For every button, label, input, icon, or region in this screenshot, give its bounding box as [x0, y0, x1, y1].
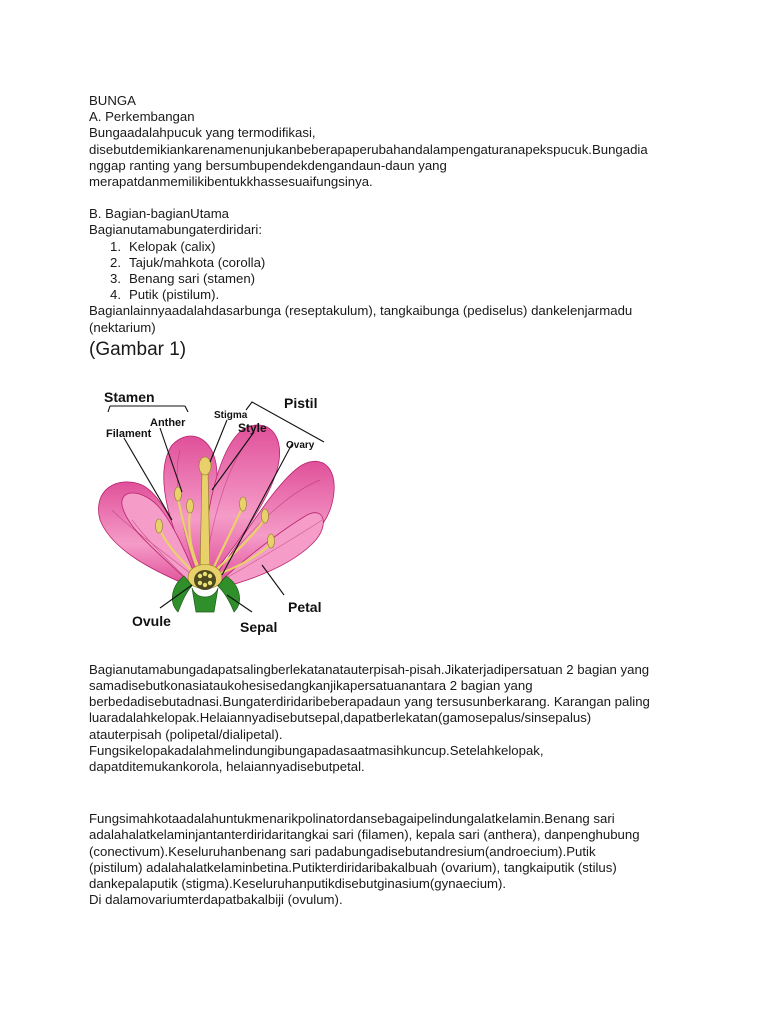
- text-line: Fungsikelopakadalahmelindungibungapadasaatmasihkuncup.Setelahkelopak,: [89, 742, 544, 758]
- label-stigma: Stigma: [214, 409, 248, 421]
- style: [200, 470, 210, 575]
- label-pistil: Pistil: [284, 394, 318, 411]
- text-line: Bagianutamabungadapatsalingberlekatanatauterpisah-pisah.Jikaterjadipersatuan 2 bagian yang: [89, 661, 650, 677]
- spacer: [89, 642, 689, 662]
- label-filament: Filament: [106, 427, 152, 440]
- text-line: (conectivum).Keseluruhanbenang sari padabungadisebutandresium(androecium).Putik: [89, 843, 596, 859]
- paragraph-mahkota: [89, 811, 689, 908]
- spacer: [89, 190, 689, 206]
- label-style: Style: [238, 420, 267, 435]
- text-line: samadisebutkonasiataukohesisedangkanjikapersatuanantara 2 bagian yang: [89, 678, 533, 694]
- section-b-intro: Bagianutamabungaterdiridari:: [89, 222, 263, 238]
- text-line: Bagianlainnyaadalahdasarbunga (reseptakulum), tangkaibunga (pediselus) dankelenjarmadu: [89, 303, 633, 319]
- doc-title: BUNGA: [89, 93, 136, 108]
- text-line: dapatditemukankorola, helaiannyadisebutpetal.: [89, 759, 365, 775]
- list-item: 4. Putik (pistilum).: [110, 287, 220, 303]
- label-stamen: Stamen: [104, 388, 155, 405]
- label-anther: Anther: [150, 416, 186, 429]
- section-b-heading: B. Bagian-bagianUtama: [89, 206, 230, 222]
- spacer: [89, 775, 689, 811]
- flower-diagram-svg: [92, 380, 342, 642]
- text-line: dankepalaputik (stigma).Keseluruhanputikdisebutginasium(gynaecium).: [89, 876, 507, 892]
- section-a-body: [89, 125, 689, 190]
- text-line: (nektarium): [89, 319, 156, 335]
- text-line: berbedadisebutadnasi.Bungaterdiridaribeberapadaun yang tersusunberkarang. Karangan paling: [89, 694, 650, 710]
- ovary: [188, 564, 222, 590]
- flower-diagram: [92, 380, 342, 642]
- parts-list: [89, 239, 689, 304]
- list-item: 1. Kelopak (calix): [110, 238, 216, 254]
- text-line: merapatdanmemilikibentukkhassesuaifungsinya.: [89, 174, 373, 190]
- stigma: [199, 457, 211, 475]
- text-line: atauterpisah (polipetal/dialipetal).: [89, 726, 283, 742]
- text-line: adalahalatkelaminjantanterdiridaritangkai sari (filamen), kepala sari (anthera), danpenghubung: [89, 827, 640, 843]
- list-item: 3. Benang sari (stamen): [110, 271, 256, 287]
- label-ovary: Ovary: [286, 439, 315, 451]
- text-line: Fungsimahkotaadalahuntukmenarikpolinatordansebagaipelindungalatkelamin.Benang sari: [89, 811, 615, 827]
- paragraph-kelopak: [89, 662, 689, 775]
- text-line: disebutdemikiankarenamenunjukanbeberapaperubahandalampengaturanapekspucuk.Bungadia: [89, 141, 648, 157]
- text-line: Bungaadalahpucuk yang termodifikasi,: [89, 125, 316, 141]
- label-ovule: Ovule: [132, 612, 171, 629]
- text-line: luaradalahkelopak.Helaiannyadisebutsepal,dapatberlekatan(gamosepalus/sinsepalus): [89, 710, 592, 726]
- section-a-heading: A. Perkembangan: [89, 109, 195, 125]
- text-line: nggap ranting yang bersumbupendekdengandaun-daun yang: [89, 157, 447, 173]
- text-line: (pistilum) adalahalatkelaminbetina.Putikterdiridaribakalbuah (ovarium), tangkaiputik (stilus): [89, 859, 617, 875]
- label-petal: Petal: [288, 598, 322, 615]
- list-item: 2. Tajuk/mahkota (corolla): [110, 254, 266, 270]
- text-line: Di dalamovariumterdapatbakalbiji (ovulum).: [89, 892, 343, 908]
- label-sepal: Sepal: [240, 618, 278, 635]
- figure-caption: (Gambar 1): [89, 338, 187, 360]
- document-page: [89, 93, 689, 908]
